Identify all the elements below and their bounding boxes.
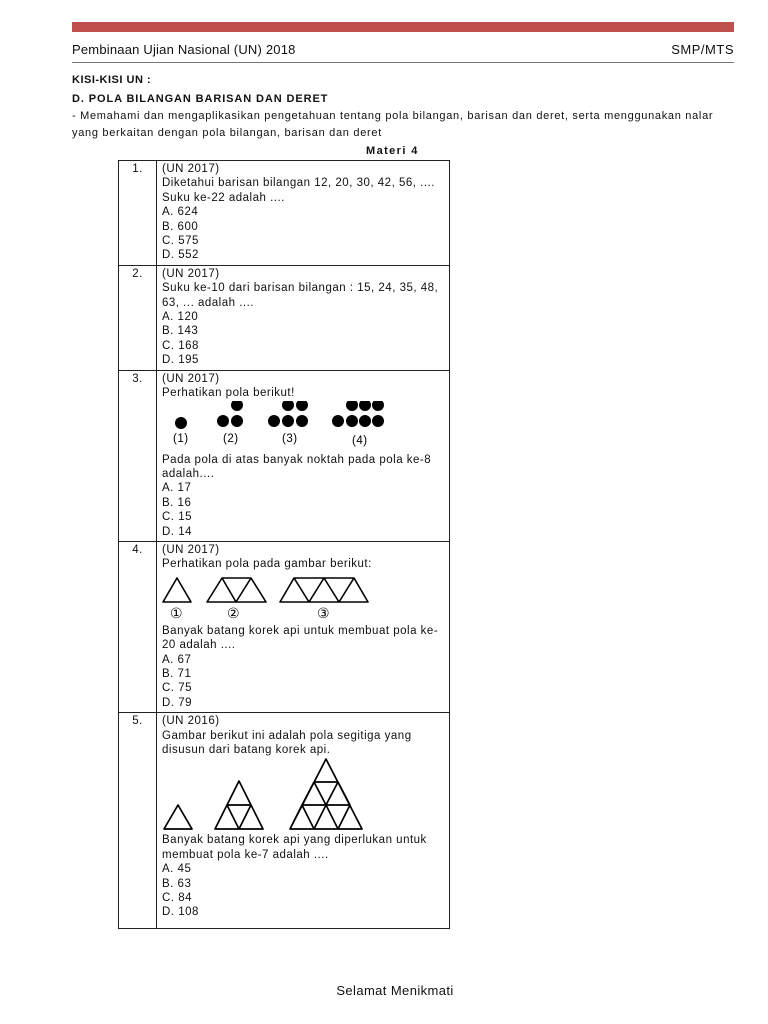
dot-pattern-4 [332, 401, 384, 427]
option-a: A. 624 [162, 206, 199, 219]
option-b: B. 143 [162, 325, 199, 338]
kisi-title: KISI-KISI UN : [72, 74, 152, 86]
option-d: D. 552 [162, 249, 199, 262]
option-b: B. 16 [162, 496, 192, 509]
option-b: B. 600 [162, 220, 199, 233]
triangle-pattern-3 [280, 578, 368, 602]
question-text-after: Pada pola di atas banyak noktah pada pola ke-8 adalah.... [162, 453, 432, 480]
header-accent-bar [72, 22, 734, 32]
question-text: Diketahui barisan bilangan 12, 20, 30, 42, 56, .... Suku ke-22 adalah .... [162, 177, 435, 204]
section-description: - Memahami dan mengaplikasikan pengetahuan tentang pola bilangan, barisan dan deret, serta menggunakan nalar yang berkaitan dengan pola bilangan, barisan dan deret [72, 110, 714, 139]
option-d: D. 14 [162, 525, 192, 538]
question-number: 5. [119, 713, 157, 929]
option-c: C. 15 [162, 511, 192, 524]
option-a: A. 45 [162, 863, 192, 876]
option-a: A. 120 [162, 311, 199, 324]
dot-pattern-2 [217, 401, 243, 427]
triangle-grid-figure [162, 757, 422, 833]
question-text-after: Banyak batang korek api yang diperlukan untuk membuat pola ke-7 adalah .... [162, 834, 427, 861]
footer-text: Selamat Menikmati [336, 983, 454, 998]
figure-label-3: (3) [282, 432, 298, 445]
question-row [119, 161, 450, 266]
figure-label-1: ① [170, 605, 184, 622]
option-a: A. 67 [162, 653, 192, 666]
question-row [119, 370, 450, 541]
option-b: B. 71 [162, 667, 192, 680]
question-source: (UN 2017) [162, 267, 220, 280]
section-title: D. POLA BILANGAN BARISAN DAN DERET [72, 93, 329, 105]
option-c: C. 75 [162, 682, 192, 695]
question-row [119, 265, 450, 370]
figure-label-2: (2) [223, 432, 239, 445]
question-content [157, 161, 450, 266]
question-source: (UN 2017) [162, 543, 220, 556]
header-title: Pembinaan Ujian Nasional (UN) 2018 [72, 42, 296, 57]
materi-label: Materi 4 [366, 145, 419, 157]
option-c: C. 168 [162, 339, 199, 352]
question-content [157, 370, 450, 541]
option-b: B. 63 [162, 877, 192, 890]
question-content [157, 713, 450, 929]
dot-pattern-3 [268, 401, 308, 427]
figure-label-2: ② [227, 605, 241, 622]
option-a: A. 17 [162, 482, 192, 495]
dot-pattern-1 [175, 417, 187, 429]
questions-table [118, 160, 450, 929]
figure-label-1: (1) [173, 432, 189, 445]
option-c: C. 575 [162, 235, 199, 248]
question-source: (UN 2017) [162, 163, 220, 175]
triangle-pattern-2 [207, 578, 266, 602]
option-c: C. 84 [162, 892, 192, 905]
option-d: D. 108 [162, 906, 199, 919]
question-text: Suku ke-10 dari barisan bilangan : 15, 24, 35, 48, 63, ... adalah .... [162, 282, 439, 309]
question-content [157, 541, 450, 712]
dot-pattern-figure [162, 401, 422, 453]
option-d: D. 79 [162, 696, 192, 709]
question-source: (UN 2016) [162, 715, 220, 728]
question-number: 2. [119, 265, 157, 370]
question-row [119, 541, 450, 712]
question-number: 1. [119, 161, 157, 266]
question-text-after: Banyak batang korek api untuk membuat pola ke-20 adalah .... [162, 624, 439, 652]
question-number: 4. [119, 541, 157, 712]
figure-label-4: (4) [352, 434, 368, 447]
question-text: Gambar berikut ini adalah pola segitiga yang disusun dari batang korek api. [162, 729, 412, 756]
triangle-pattern-1 [163, 578, 191, 602]
header-level: SMP/MTS [671, 42, 734, 57]
question-source: (UN 2017) [162, 372, 220, 385]
question-text: Perhatikan pola berikut! [162, 387, 295, 400]
triangle-grid-1 [164, 805, 192, 829]
header-divider [72, 62, 734, 63]
triangle-grid-2 [215, 781, 263, 829]
option-d: D. 195 [162, 354, 199, 367]
matchstick-triangle-figure [162, 572, 422, 624]
question-number: 3. [119, 370, 157, 541]
question-row [119, 713, 450, 929]
question-text: Perhatikan pola pada gambar berikut: [162, 558, 372, 571]
triangle-grid-3 [290, 759, 362, 829]
question-content [157, 265, 450, 370]
figure-label-3: ③ [317, 605, 331, 622]
